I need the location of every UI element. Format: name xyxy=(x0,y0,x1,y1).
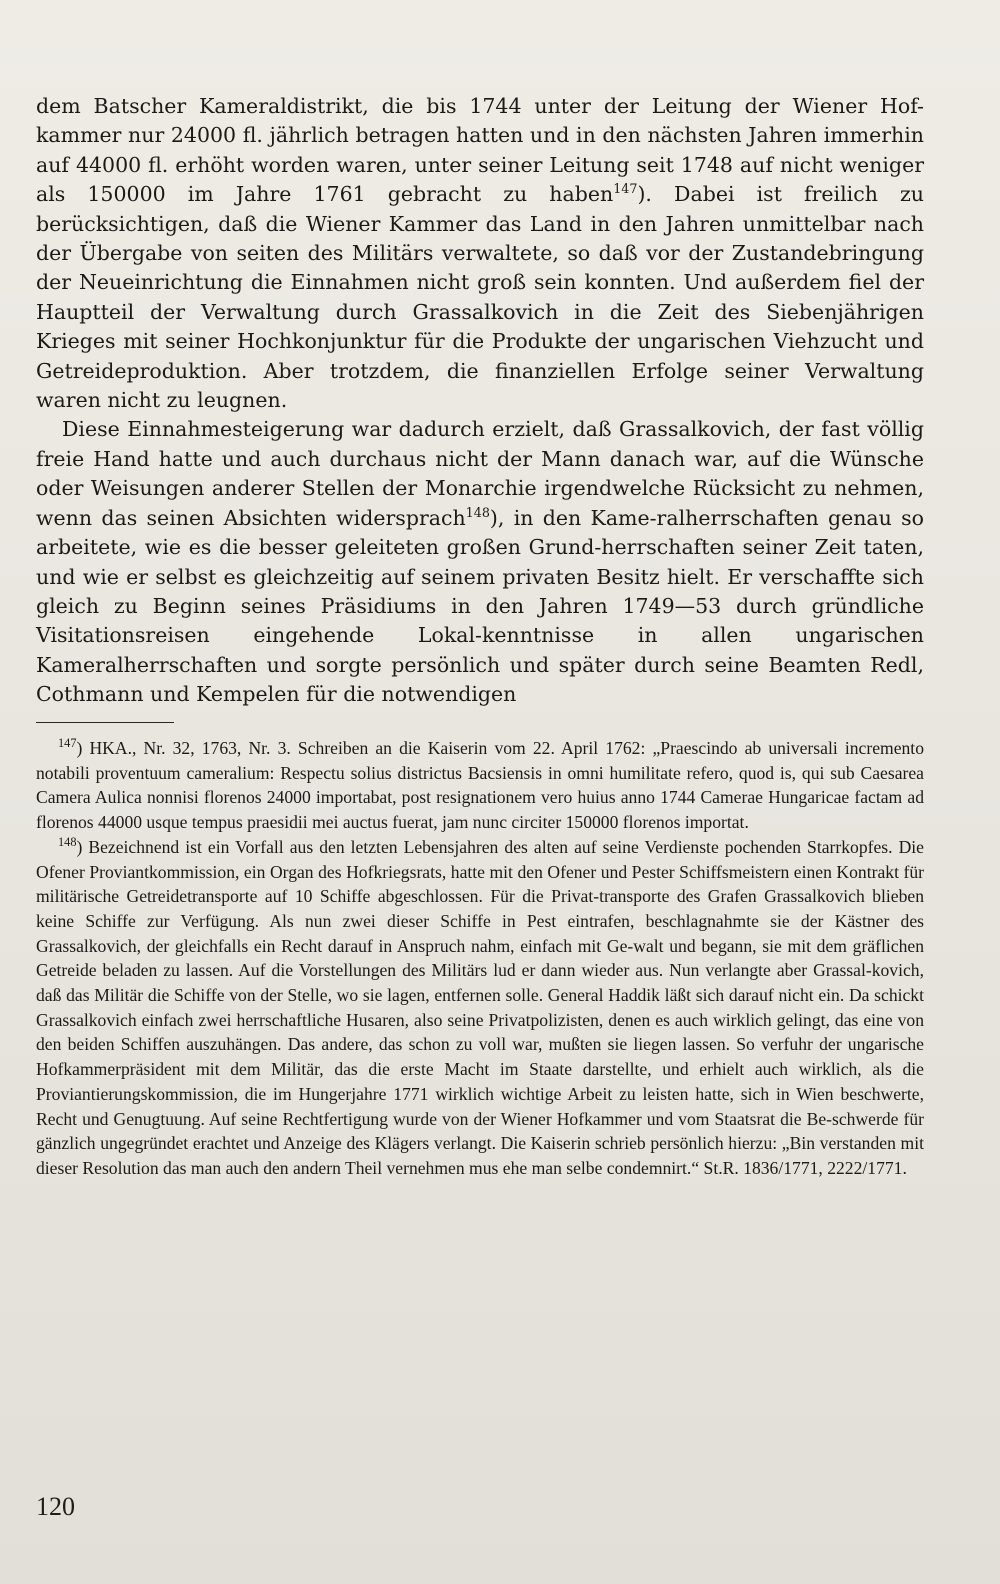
footnote-divider xyxy=(36,722,174,723)
footnote-147 xyxy=(36,736,924,835)
paragraph-2-text-cont: ), in den Kame-ralherrschaften genau so arbeitete, wie es die besser geleiteten großen Grund-herrschaften seiner Zeit taten, und wie er selbst es gleichzeitig auf seinem privaten Besitz hielt. Er verschaffte sich gleich zu Beginn seines Präsidiums in den Jahren 1749—53 durch gründliche Visitationsreisen eingehende Lokal-kenntnisse in allen ungarischen Kameralherrschaften und sorgte persönlich und später durch seine Beamten Redl, Cothmann und Kempelen für die notwendigen xyxy=(36,505,924,707)
footnote-ref-147[interactable]: 147 xyxy=(613,181,638,197)
footnote-text: ) Bezeichnend ist ein Vorfall aus den letzten Lebensjahren des alten auf seine Verdienste pochenden Starrkopfes. Die Ofener Proviantkommission, ein Organ des Hofkriegsrats, hatte mit den Ofener und Pester Schiffsmeistern einen Kontrakt für militärische Getreidetransporte auf 10 Schiffe abgeschlossen. Für die Privat-transporte des Grafen Grassalkovich blieben keine Schiffe zur Verfügung. Als nun zwei dieser Schiffe in Pest eintrafen, beschlagnahmte sie der Kästner des Grassalkovich, der gleichfalls ein Recht darauf in Anspruch nahm, einfach mit Ge-walt und begann, sie mit dem gräflichen Getreide beladen zu lassen. Auf die Vorstellungen des Militärs lud er dann wieder aus. Nun verlangte aber Grassal-kovich, daß das Militär die Schiffe von der Stelle, wo sie lagen, entfernen solle. General Haddik läßt sich darauf nicht ein. Da schickt Grassalkovich einfach zwei herrschaftliche Husaren, also seine Privatpolizisten, denen es auch wirklich gelingt, das eine von den beiden Schiffen auszuhängen. Das andere, das schon zu voll war, mußten sie liegen lassen. So verfuhr der ungarische Hofkammerpräsident mit dem Militär, das die erste Macht im Staate darstellte, und erhielt auch wirklich, als die Proviantierungskommission, die im Hungerjahre 1771 wirklich wichtige Arbeit zu leisten hatte, sich in Wien beschwerte, Recht und Genugtuung. Auf seine Rechtfertigung wurde von der Wiener Hofkammer und vom Staatsrat die Be-schwerde für gänzlich ungegründet erachtet und Anzeige des Klägers verlangt. Die Kaiserin schrieb persönlich hierzu: „Bin verstanden mit dieser Resolution das man auch den andern Theil vernehmen mus ehe man selbe condemnirt.“ St.R. 1836/1771, 2222/1771. xyxy=(36,836,924,1178)
footnote-148 xyxy=(36,835,924,1181)
paragraph-2-text: Diese Einnahmesteigerung war dadurch erzielt, daß Grassalkovich, der fast völlig freie Hand hatte und auch durchaus nicht der Mann danach war, auf die Wünsche oder Weisungen anderer Stellen der Monarchie irgendwelche Rücksicht zu nehmen, wenn das seinen Absichten widersprach xyxy=(36,417,924,530)
paragraph-1-text-cont: ). Dabei ist freilich zu berücksichtigen, daß die Wiener Kammer das Land in den Jahren unmittelbar nach der Übergabe von seiten des Militärs verwaltete, so daß vor der Zustandebringung der Neueinrichtung die Einnahmen nicht groß sein konnten. Und außerdem fiel der Hauptteil der Verwaltung durch Grassalkovich in die Zeit des Siebenjährigen Krieges mit seiner Hochkonjunktur für die Produkte der ungarischen Viehzucht und Getreideproduktion. Aber trotzdem, die finanziellen Erfolge seiner Verwaltung waren nicht zu leugnen. xyxy=(36,182,924,413)
footnote-text: ) HKA., Nr. 32, 1763, Nr. 3. Schreiben an die Kaiserin vom 22. April 1762: „Praescindo ab universali incremento notabili proventuum cameralium: Respectu solius districtus Bacsiensis in omni humilitate refero, quod is, qui sub Caesarea Camera Aulica nonnisi florenos 24000 importabat, post resignationem vero huius anno 1744 Camerae Hungaricae factam ad florenos 44000 usque tempus praesidii mei auctus fuerat, jam nunc circiter 150000 florenos importat. xyxy=(36,738,924,833)
footnote-mark: 147 xyxy=(58,736,77,751)
footnotes xyxy=(36,736,924,1181)
page-number: 120 xyxy=(36,1492,75,1521)
footnote-mark: 148 xyxy=(58,834,77,849)
paragraph-2 xyxy=(36,415,924,709)
footnote-ref-148[interactable]: 148 xyxy=(465,504,490,520)
paragraph-1 xyxy=(36,92,924,415)
paragraph-1-text: dem Batscher Kameraldistrikt, die bis 1744 unter der Leitung der Wiener Hof-kammer nur 24000 fl. jährlich betragen hatten und in den nächsten Jahren immerhin auf 44000 fl. erhöht worden waren, unter seiner Leitung seit 1748 auf nicht weniger als 150000 im Jahre 1761 gebracht zu haben xyxy=(36,94,924,207)
main-text xyxy=(36,92,924,710)
